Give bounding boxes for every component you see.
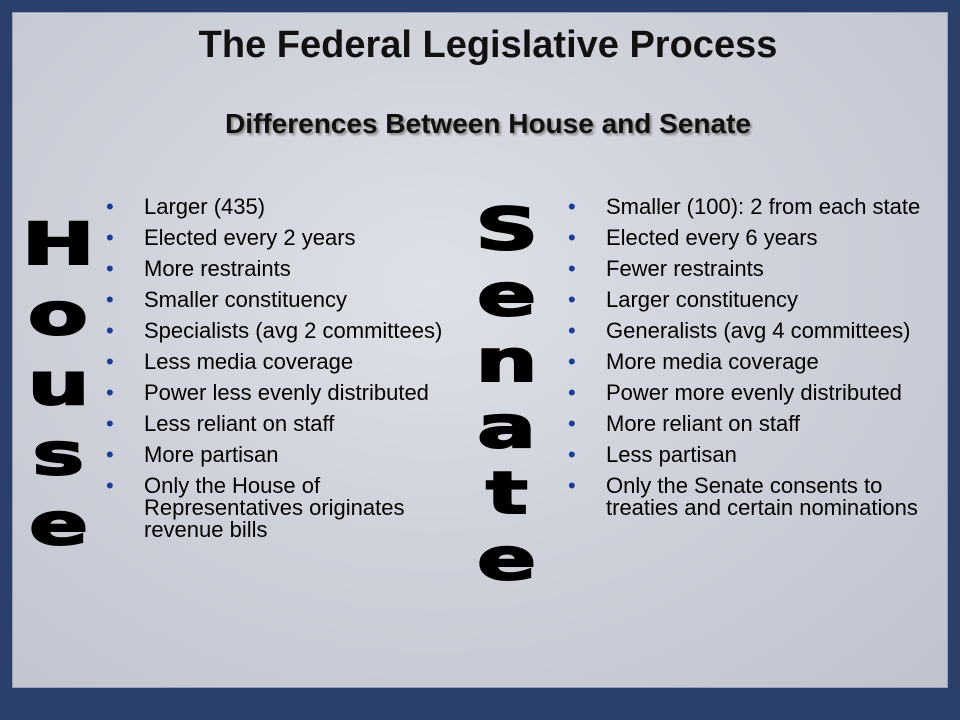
senate-list-item: • Smaller (100): 2 from each state (568, 196, 948, 218)
senate-list-item: • Only the Senate consents to treaties and certain nominations (568, 475, 948, 519)
house-list (106, 196, 476, 550)
house-letter: u (27, 350, 90, 418)
house-list-item: • Smaller constituency (106, 289, 476, 311)
senate-letter: a (477, 393, 537, 461)
house-list-item: • Less media coverage (106, 351, 476, 373)
senate-letter: n (475, 327, 538, 395)
senate-letter: e (477, 525, 537, 593)
senate-letter: t (486, 459, 528, 527)
house-list-item: • Less reliant on staff (106, 413, 476, 435)
house-list-item: • Larger (435) (106, 196, 476, 218)
slide-subtitle: Differences Between House and Senate (225, 108, 751, 139)
senate-letter: e (477, 261, 537, 329)
house-letter: s (32, 420, 85, 488)
house-list-item: • More restraints (106, 258, 476, 280)
house-list-item: • Only the House of Representatives originates revenue bills (106, 475, 476, 541)
house-list-item: • Elected every 2 years (106, 227, 476, 249)
senate-list-item: • More media coverage (568, 351, 948, 373)
house-letter: o (28, 280, 89, 348)
senate-list-item: • Generalists (avg 4 committees) (568, 320, 948, 342)
senate-list-item: • Larger constituency (568, 289, 948, 311)
house-list-item: • More partisan (106, 444, 476, 466)
house-letter: H (21, 210, 95, 278)
senate-letter: S (475, 195, 539, 263)
house-vertical-label (21, 210, 95, 565)
house-list-item: • Specialists (avg 2 committees) (106, 320, 476, 342)
senate-list-item: • Power more evenly distributed (568, 382, 948, 404)
house-letter: e (28, 490, 88, 558)
slide-title: The Federal Legislative Process (198, 24, 778, 66)
senate-list-item: • Less partisan (568, 444, 948, 466)
senate-list (568, 196, 948, 528)
senate-vertical-label (475, 195, 539, 596)
senate-list-item: • Fewer restraints (568, 258, 948, 280)
senate-list-item: • Elected every 6 years (568, 227, 948, 249)
senate-list-item: • More reliant on staff (568, 413, 948, 435)
house-list-item: • Power less evenly distributed (106, 382, 476, 404)
